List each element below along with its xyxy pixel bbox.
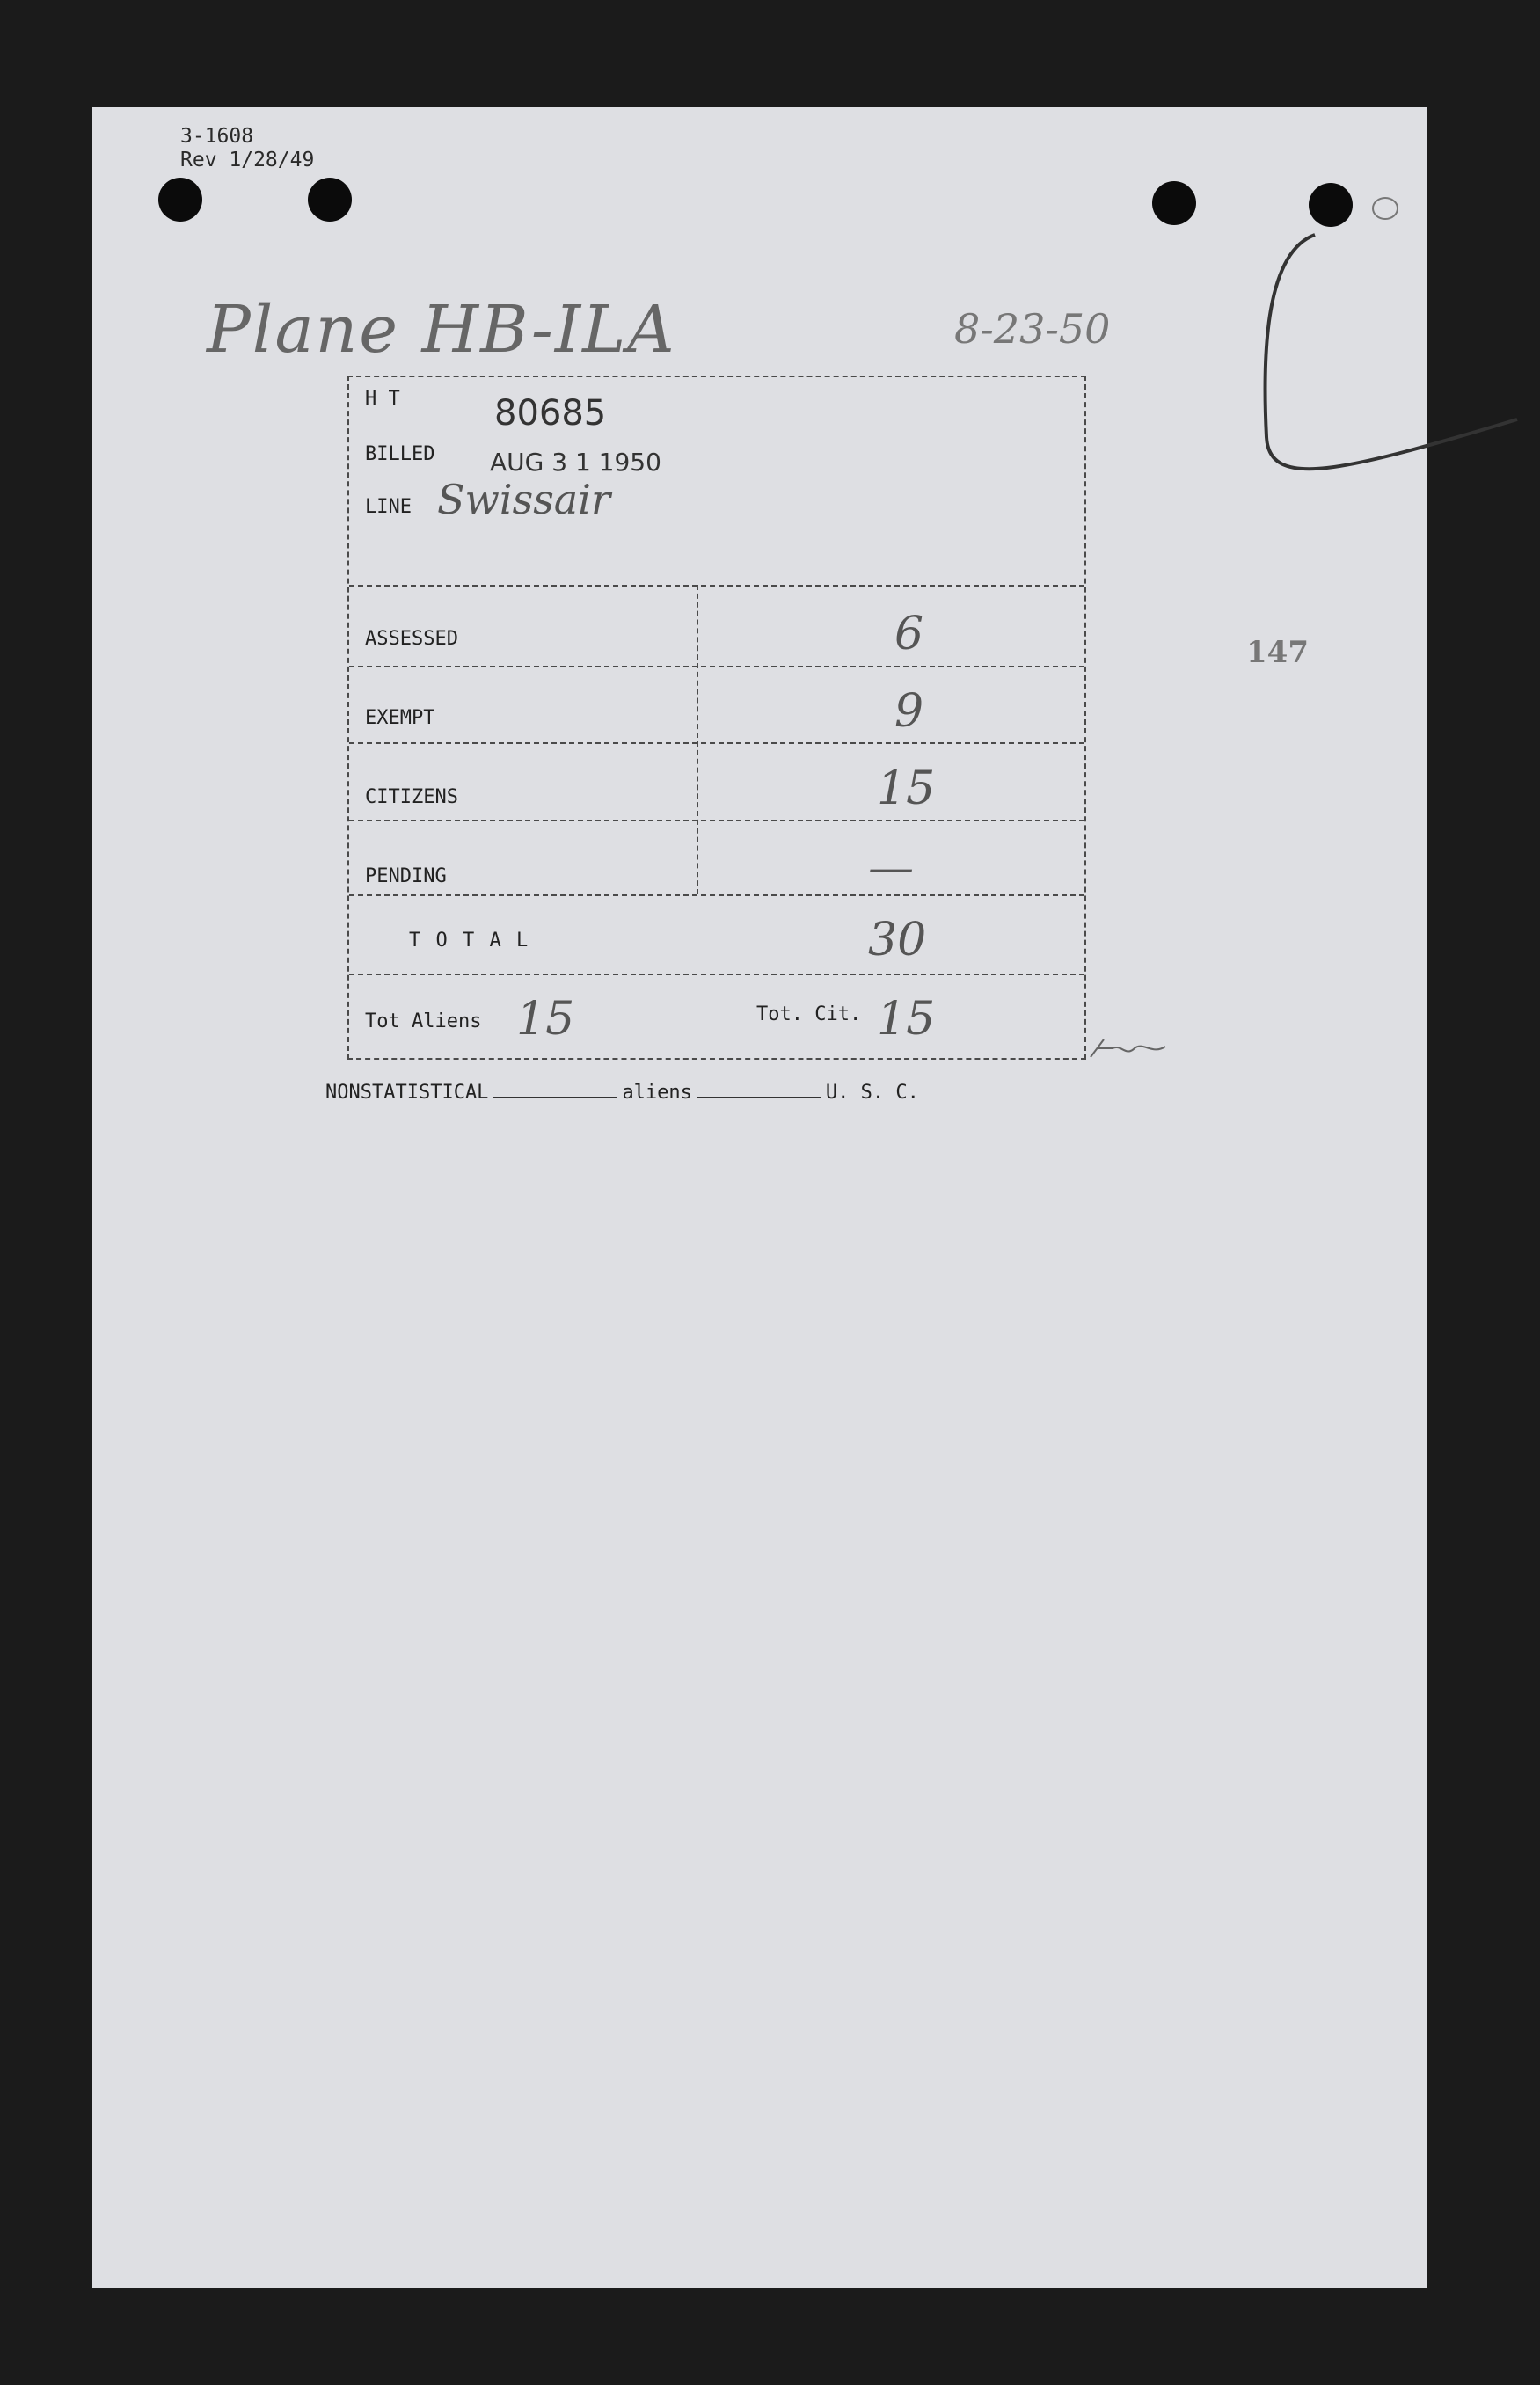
pending-label: PENDING [365,865,447,887]
nonstatistical-blank [493,1097,617,1098]
divider [349,820,1084,821]
column-divider [697,585,698,894]
tot-aliens-label: Tot Aliens [365,1010,482,1032]
punch-hole-left-1 [158,178,202,222]
nonstatistical-line [325,1082,919,1104]
date-handwritten: 8-23-50 [954,305,1111,353]
form-number-block [180,125,314,172]
divider [349,894,1084,896]
citizens-value: 15 [877,762,936,815]
form-number: 3-1608 [180,125,254,148]
nonstatistical-label: NONSTATISTICAL [325,1082,489,1104]
form-revision: Rev 1/28/49 [180,149,315,171]
divider [349,742,1084,744]
assessed-value: 6 [894,608,924,660]
usc-label: U. S. C. [825,1082,919,1104]
divider [349,585,1084,587]
tot-cit-label: Tot. Cit. [756,1003,862,1025]
divider [349,974,1084,975]
total-value: 30 [868,914,927,966]
tot-aliens-value: 15 [516,993,575,1046]
billed-label: BILLED [365,443,435,465]
divider [349,666,1084,667]
exempt-label: EXEMPT [365,707,435,729]
line-value-handwritten: Swissair [437,476,610,523]
citizens-label: CITIZENS [365,786,458,808]
handwritten-bracket-mark [1183,173,1535,543]
aliens-blank [697,1097,821,1098]
exempt-value: 9 [894,685,924,738]
ht-label: H T [365,388,400,410]
line-label: LINE [365,496,412,518]
assessed-label: ASSESSED [365,628,458,650]
tot-cit-value: 15 [877,993,936,1046]
plane-handwritten: Plane HB-ILA [207,292,676,368]
pending-value: — [868,842,914,894]
total-label: T O T A L [409,930,530,952]
punch-hole-left-2 [308,178,352,222]
initials-scribble [1086,1031,1174,1066]
ht-number: 80685 [494,393,607,434]
tally-form-box [347,376,1086,1060]
page-stamp-number: 147 [1246,635,1309,670]
billed-date: AUG 3 1 1950 [490,448,661,477]
document-page [92,107,1427,2288]
aliens-label: aliens [622,1082,692,1104]
